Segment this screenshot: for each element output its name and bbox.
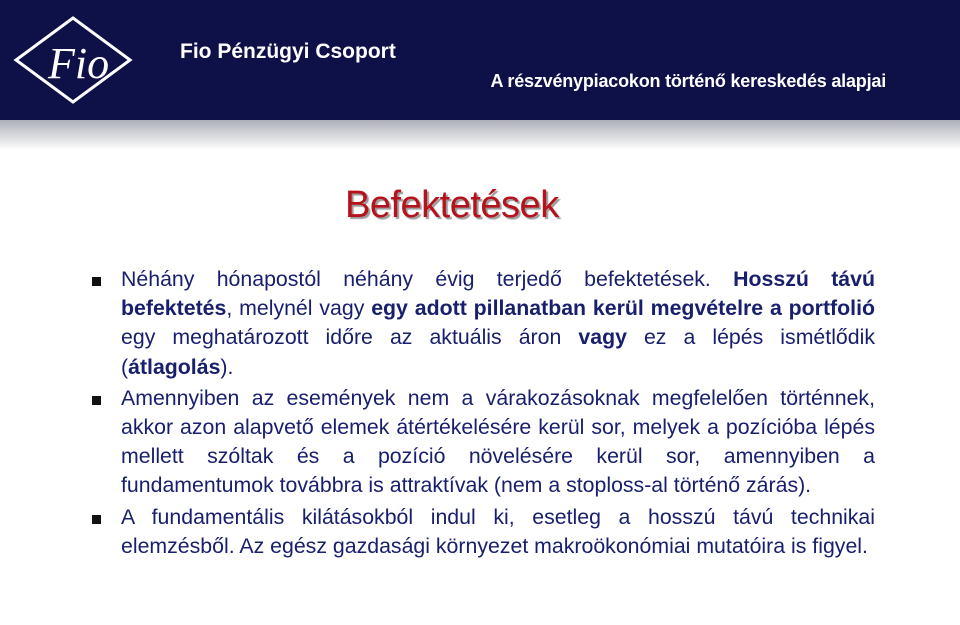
company-name: Fio Pénzügyi Csoport [180,40,396,63]
segment: Amennyiben az események nem a várakozásoknak megfelelően történnek, akkor azon alapvető elemek átértékelésére kerül sor, melyek a pozícióba lépés mellett szóltak és a pozíció növelésére kerül sor, amennyiben a fundamentumok továbbra is attraktívak (nem a stoploss-al történő zárás). [121,385,875,498]
fio-logo-icon [8,14,138,106]
presentation-subtitle: A részvénypiacokon történő kereskedés alapjai [490,71,886,91]
bullet-square-icon [92,515,101,524]
bullet-item [92,265,875,382]
segment: A fundamentális kilátásokból indul ki, esetleg a hosszú távú technikai elemzésből. Az egész gazdasági környezet makroökonómiai mutatóira is figyel. [121,504,875,558]
header-bar [0,0,960,120]
bullet-list [92,265,875,563]
segment-bold: egy adott pillanatban kerül megvételre a portfolió [371,296,875,321]
bullet-square-icon [92,277,101,286]
segment: ). [220,354,234,379]
header-shadow [0,120,960,150]
segment-bold: vagy [578,325,627,350]
slide-title: Befektetések [345,184,559,226]
segment: Néhány hónapostól néhány évig terjedő befektetések. [121,267,734,291]
bullet-item [92,503,875,561]
segment: , melynél vagy [226,296,372,321]
segment: ez a lépés ismétlődik ( [121,325,875,379]
bullet-item [92,384,875,501]
segment: egy meghatározott időre az aktuális áron [121,325,579,350]
logo-text: Fio [48,39,110,88]
segment-bold: Hosszú távú befektetés [121,267,875,321]
bullet-square-icon [92,396,101,405]
segment-bold: átlagolás [128,354,221,379]
